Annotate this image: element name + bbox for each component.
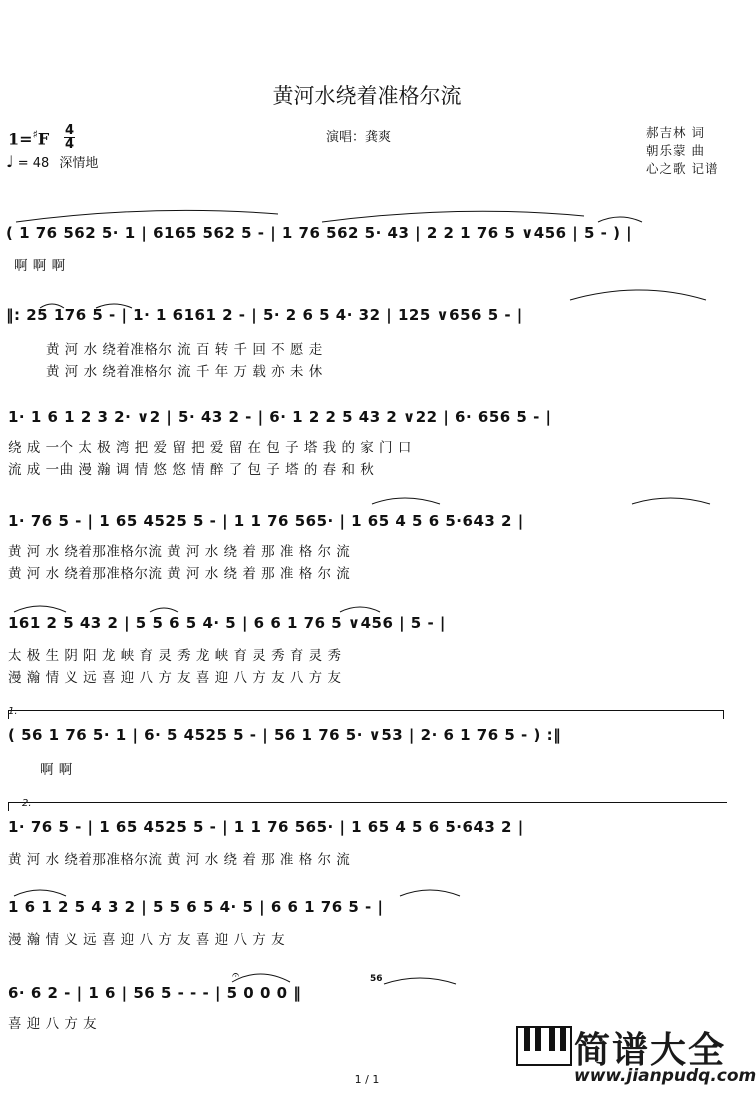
lyric-line: 漫 瀚 情 义 远 喜 迎 八 方 友 喜 迎 八 方 友 八 方 友 (8, 670, 342, 686)
page-number: 1 / 1 (354, 1073, 380, 1086)
notation-line: 1 6 1 2 5 4 3 2 | 5 5 6 5 4· 5 | 6 6 1 76 5 - | (8, 898, 384, 916)
composer-credit: 朝乐蒙 曲 (646, 143, 705, 158)
song-title: 黄河水绕着准格尔流 (272, 84, 462, 108)
singer-credit: 演唱：龚爽 (326, 130, 392, 145)
volta-2-label: 2. (22, 798, 32, 809)
tempo-expression: 深情地 (59, 156, 99, 171)
notation-line: 1· 1 6 1 2 3 2· ∨2 | 5· 43 2 - | 6· 1 2 2 5 43 2 ∨22 | 6· 656 5 - | (8, 408, 552, 426)
slur-arc (96, 304, 132, 308)
logo-title: 简谱大全 (574, 1030, 727, 1071)
lyricist-credit: 郝吉林 词 (646, 125, 705, 140)
notation-line: ( 56 1 76 5· 1 | 6· 5 4525 5 - | 56 1 76 5· ∨53 | 2· 6 1 76 5 - ) :‖ (8, 726, 562, 744)
slur-arc (632, 498, 710, 504)
lyric-line: 绕 成 一个 太 极 湾 把 爱 留 把 爱 留 在 包 子 塔 我 的 家 门 口 (8, 440, 412, 456)
slur-arc (384, 978, 456, 984)
volta-1-label: 1. (8, 706, 18, 717)
notation-line: 1· 76 5 - | 1 65 4525 5 - | 1 1 76 565· | 1 65 4 5 6 5·643 2 | (8, 818, 524, 836)
slur-arc (372, 498, 440, 504)
transcriber-credit: 心之歌 记谱 (646, 161, 719, 176)
slur-arc (232, 974, 290, 982)
lyric-line: 黄 河 水 绕着准格尔 流 百 转 千 回 不 愿 走 (46, 342, 323, 358)
slur-arc (322, 211, 584, 222)
tempo-value: = 48 (17, 156, 50, 171)
slur-arc (16, 210, 278, 222)
quarter-note-icon: ♩ (6, 152, 14, 171)
key-note: F (37, 129, 50, 149)
lyric-line: 啊 啊 (40, 762, 73, 778)
lyric-line: 喜 迎 八 方 友 (8, 1016, 98, 1032)
slur-arc (40, 304, 64, 308)
slur-arc (598, 217, 642, 222)
lyric-line: 黄 河 水 绕着那准格尔流 黄 河 水 绕 着 那 准 格 尔 流 (8, 852, 351, 868)
lyric-line: 黄 河 水 绕着那准格尔流 黄 河 水 绕 着 那 准 格 尔 流 (8, 566, 351, 582)
lyric-line: 黄 河 水 绕着准格尔 流 千 年 万 载 亦 未 休 (46, 364, 323, 380)
sharp-sign: ♯ (32, 128, 38, 141)
notation-line: 1· 76 5 - | 1 65 4525 5 - | 1 1 76 565· | 1 65 4 5 6 5·643 2 | (8, 512, 524, 530)
grace-notes: 56 (370, 974, 383, 984)
lyric-line: 流 成 一曲 漫 瀚 调 情 悠 悠 情 醉 了 包 子 塔 的 春 和 秋 (8, 462, 375, 478)
lyric-line: 太 极 生 阴 阳 龙 峡 育 灵 秀 龙 峡 育 灵 秀 育 灵 秀 (8, 648, 342, 664)
notation-line: 6· 6 2 - | 1 6 | 56 5 - - - | 5 0 0 0 ‖ (8, 984, 302, 1002)
slur-arc (14, 890, 66, 896)
slur-arc (570, 290, 706, 300)
fermata-icon: 𝄐 (232, 968, 240, 983)
lyric-line: 啊 啊 啊 (14, 258, 66, 274)
slur-arc (150, 608, 178, 612)
lyric-line: 黄 河 水 绕着那准格尔流 黄 河 水 绕 着 那 准 格 尔 流 (8, 544, 351, 560)
logo-url: www.jianpudq.com (574, 1066, 756, 1086)
notation-line: ( 1 76 562 5· 1 | 6165 562 5 - | 1 76 562 5· 43 | 2 2 1 76 5 ∨456 | 5 - ) | (6, 224, 633, 242)
notation-line: ‖: 25 176 5 - | 1· 1 6161 2 - | 5· 2 6 5 4· 32 | 125 ∨656 5 - | (6, 306, 523, 324)
slur-arc (400, 890, 460, 896)
lyric-line: 漫 瀚 情 义 远 喜 迎 八 方 友 喜 迎 八 方 友 (8, 932, 286, 948)
piano-keys-icon (516, 1026, 572, 1066)
key-prefix: 1= (8, 129, 33, 149)
time-signature: 4 4 (64, 123, 75, 152)
slur-arc (340, 607, 380, 612)
notation-line: 161 2 5 43 2 | 5 5 6 5 4· 5 | 6 6 1 76 5 ∨456 | 5 - | (8, 614, 446, 632)
slur-arc (14, 606, 66, 612)
